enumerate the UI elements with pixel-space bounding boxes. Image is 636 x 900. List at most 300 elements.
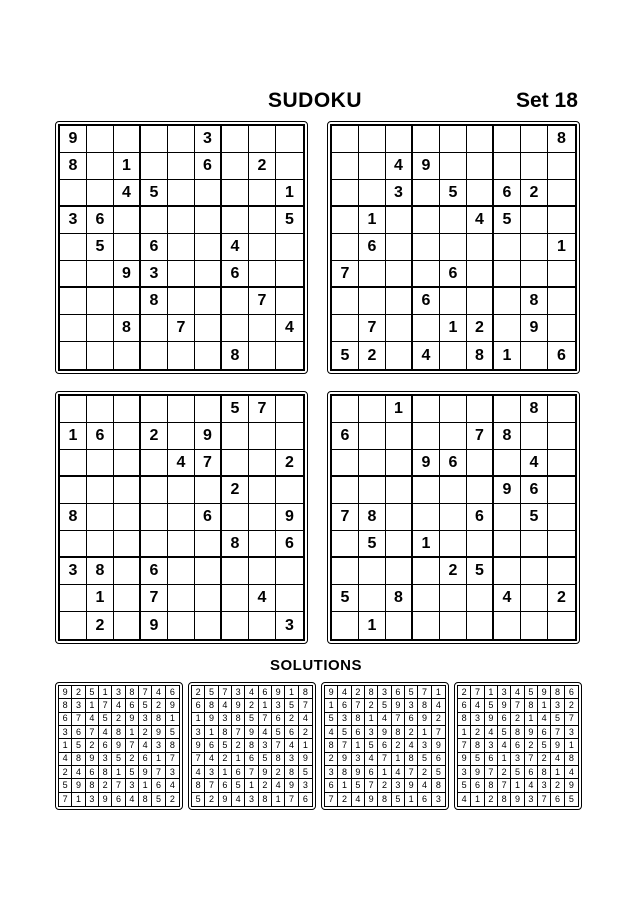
given-cell: 2: [87, 612, 114, 639]
given-cell: 3: [152, 739, 165, 752]
given-cell: 4: [458, 793, 471, 806]
given-cell: 4: [72, 766, 85, 779]
given-cell: 2: [485, 793, 498, 806]
given-cell: 2: [467, 315, 494, 342]
given-cell: 4: [485, 726, 498, 739]
empty-cell: [60, 261, 87, 288]
solution-frame-3: [321, 682, 449, 810]
empty-cell: [521, 558, 548, 585]
empty-cell: [249, 450, 276, 477]
empty-cell: [276, 585, 303, 612]
given-cell: 3: [551, 699, 564, 712]
given-cell: 4: [551, 753, 564, 766]
empty-cell: [548, 558, 575, 585]
empty-cell: [332, 450, 359, 477]
empty-cell: [222, 288, 249, 315]
given-cell: 9: [418, 713, 431, 726]
given-cell: 5: [72, 739, 85, 752]
given-cell: 3: [139, 713, 152, 726]
empty-cell: [359, 450, 386, 477]
empty-cell: [168, 126, 195, 153]
empty-cell: [332, 207, 359, 234]
empty-cell: [195, 234, 222, 261]
given-cell: 3: [352, 753, 365, 766]
empty-cell: [249, 531, 276, 558]
empty-cell: [168, 396, 195, 423]
empty-cell: [195, 585, 222, 612]
given-cell: 6: [141, 234, 168, 261]
given-cell: 2: [141, 423, 168, 450]
given-cell: 5: [112, 753, 125, 766]
given-cell: 1: [338, 779, 351, 792]
given-cell: 3: [299, 779, 312, 792]
given-cell: 8: [551, 686, 564, 699]
empty-cell: [521, 585, 548, 612]
empty-cell: [548, 423, 575, 450]
given-cell: 7: [99, 699, 112, 712]
empty-cell: [60, 180, 87, 207]
empty-cell: [494, 558, 521, 585]
given-cell: 9: [458, 753, 471, 766]
empty-cell: [548, 450, 575, 477]
given-cell: 9: [538, 686, 551, 699]
given-cell: 7: [538, 793, 551, 806]
given-cell: 4: [86, 713, 99, 726]
given-cell: 9: [99, 793, 112, 806]
given-cell: 2: [458, 686, 471, 699]
empty-cell: [276, 126, 303, 153]
empty-cell: [467, 180, 494, 207]
given-cell: 5: [352, 779, 365, 792]
given-cell: 6: [458, 699, 471, 712]
empty-cell: [249, 477, 276, 504]
given-cell: 1: [114, 153, 141, 180]
given-cell: 2: [551, 779, 564, 792]
given-cell: 2: [86, 739, 99, 752]
given-cell: 5: [458, 779, 471, 792]
given-cell: 3: [232, 686, 245, 699]
empty-cell: [440, 126, 467, 153]
empty-cell: [141, 531, 168, 558]
solution-frame-1: [55, 682, 183, 810]
given-cell: 4: [418, 779, 431, 792]
given-cell: 2: [285, 713, 298, 726]
given-cell: 4: [521, 450, 548, 477]
given-cell: 5: [232, 779, 245, 792]
empty-cell: [87, 396, 114, 423]
given-cell: 6: [192, 699, 205, 712]
given-cell: 2: [126, 753, 139, 766]
empty-cell: [114, 288, 141, 315]
empty-cell: [521, 531, 548, 558]
given-cell: 8: [232, 713, 245, 726]
empty-cell: [222, 315, 249, 342]
given-cell: 5: [219, 739, 232, 752]
given-cell: 2: [219, 753, 232, 766]
empty-cell: [386, 504, 413, 531]
given-cell: 7: [405, 766, 418, 779]
given-cell: 8: [365, 686, 378, 699]
empty-cell: [548, 315, 575, 342]
given-cell: 8: [205, 699, 218, 712]
given-cell: 7: [259, 713, 272, 726]
given-cell: 8: [378, 793, 391, 806]
given-cell: 9: [521, 315, 548, 342]
given-cell: 2: [432, 713, 445, 726]
empty-cell: [249, 315, 276, 342]
given-cell: 9: [392, 699, 405, 712]
given-cell: 8: [521, 396, 548, 423]
empty-cell: [386, 558, 413, 585]
given-cell: 1: [112, 766, 125, 779]
empty-cell: [60, 477, 87, 504]
empty-cell: [249, 180, 276, 207]
given-cell: 9: [195, 423, 222, 450]
empty-cell: [114, 396, 141, 423]
given-cell: 8: [418, 699, 431, 712]
given-cell: 4: [338, 686, 351, 699]
given-cell: 7: [205, 779, 218, 792]
empty-cell: [494, 396, 521, 423]
empty-cell: [222, 153, 249, 180]
given-cell: 7: [72, 713, 85, 726]
given-cell: 8: [565, 753, 578, 766]
given-cell: 2: [232, 739, 245, 752]
solution-2-grid: [191, 685, 313, 807]
given-cell: 8: [494, 423, 521, 450]
given-cell: 8: [87, 558, 114, 585]
empty-cell: [276, 423, 303, 450]
empty-cell: [332, 477, 359, 504]
given-cell: 4: [494, 585, 521, 612]
given-cell: 9: [485, 713, 498, 726]
given-cell: 3: [205, 766, 218, 779]
solution-1-grid: [58, 685, 180, 807]
given-cell: 1: [86, 699, 99, 712]
given-cell: 7: [338, 739, 351, 752]
given-cell: 5: [485, 699, 498, 712]
given-cell: 7: [378, 753, 391, 766]
given-cell: 6: [352, 726, 365, 739]
given-cell: 4: [565, 766, 578, 779]
given-cell: 4: [285, 739, 298, 752]
given-cell: 6: [551, 793, 564, 806]
given-cell: 8: [498, 793, 511, 806]
given-cell: 6: [405, 713, 418, 726]
given-cell: 2: [338, 793, 351, 806]
given-cell: 3: [458, 766, 471, 779]
given-cell: 6: [538, 726, 551, 739]
empty-cell: [141, 396, 168, 423]
given-cell: 5: [432, 766, 445, 779]
empty-cell: [359, 126, 386, 153]
given-cell: 6: [99, 739, 112, 752]
empty-cell: [332, 234, 359, 261]
empty-cell: [141, 315, 168, 342]
empty-cell: [494, 234, 521, 261]
empty-cell: [114, 477, 141, 504]
given-cell: 7: [332, 504, 359, 531]
empty-cell: [168, 207, 195, 234]
empty-cell: [87, 531, 114, 558]
given-cell: 6: [59, 713, 72, 726]
given-cell: 8: [60, 504, 87, 531]
given-cell: 2: [72, 686, 85, 699]
empty-cell: [548, 207, 575, 234]
given-cell: 6: [521, 477, 548, 504]
empty-cell: [548, 153, 575, 180]
given-cell: 6: [87, 423, 114, 450]
empty-cell: [222, 207, 249, 234]
given-cell: 1: [126, 726, 139, 739]
given-cell: 2: [548, 585, 575, 612]
given-cell: 3: [195, 126, 222, 153]
empty-cell: [249, 342, 276, 369]
given-cell: 4: [219, 699, 232, 712]
given-cell: 5: [494, 207, 521, 234]
empty-cell: [114, 504, 141, 531]
given-cell: 5: [276, 207, 303, 234]
given-cell: 9: [405, 779, 418, 792]
puzzle-frame-4: [327, 391, 580, 644]
empty-cell: [195, 261, 222, 288]
empty-cell: [249, 423, 276, 450]
given-cell: 4: [498, 739, 511, 752]
given-cell: 8: [359, 504, 386, 531]
given-cell: 4: [168, 450, 195, 477]
empty-cell: [222, 558, 249, 585]
given-cell: 2: [205, 793, 218, 806]
given-cell: 4: [126, 793, 139, 806]
given-cell: 8: [139, 793, 152, 806]
given-cell: 6: [195, 153, 222, 180]
given-cell: 6: [498, 713, 511, 726]
given-cell: 6: [222, 261, 249, 288]
given-cell: 5: [126, 766, 139, 779]
given-cell: 6: [285, 726, 298, 739]
empty-cell: [168, 504, 195, 531]
given-cell: 1: [511, 779, 524, 792]
given-cell: 1: [299, 739, 312, 752]
empty-cell: [521, 612, 548, 639]
empty-cell: [141, 153, 168, 180]
given-cell: 2: [259, 779, 272, 792]
given-cell: 8: [272, 753, 285, 766]
empty-cell: [494, 531, 521, 558]
empty-cell: [114, 450, 141, 477]
given-cell: 6: [141, 558, 168, 585]
empty-cell: [114, 531, 141, 558]
given-cell: 1: [392, 753, 405, 766]
empty-cell: [168, 423, 195, 450]
given-cell: 2: [525, 739, 538, 752]
empty-cell: [332, 531, 359, 558]
empty-cell: [87, 504, 114, 531]
given-cell: 7: [168, 315, 195, 342]
given-cell: 4: [152, 686, 165, 699]
given-cell: 6: [378, 739, 391, 752]
given-cell: 1: [538, 699, 551, 712]
given-cell: 4: [222, 234, 249, 261]
empty-cell: [413, 126, 440, 153]
empty-cell: [467, 450, 494, 477]
given-cell: 1: [285, 686, 298, 699]
empty-cell: [413, 207, 440, 234]
empty-cell: [548, 288, 575, 315]
given-cell: 1: [378, 766, 391, 779]
given-cell: 2: [511, 713, 524, 726]
given-cell: 8: [521, 288, 548, 315]
given-cell: 8: [285, 766, 298, 779]
empty-cell: [168, 585, 195, 612]
empty-cell: [60, 396, 87, 423]
given-cell: 4: [467, 207, 494, 234]
given-cell: 6: [485, 753, 498, 766]
given-cell: 9: [551, 739, 564, 752]
given-cell: 2: [365, 699, 378, 712]
solution-4-grid: [457, 685, 579, 807]
empty-cell: [141, 504, 168, 531]
given-cell: 3: [405, 699, 418, 712]
given-cell: 5: [338, 726, 351, 739]
given-cell: 1: [99, 686, 112, 699]
given-cell: 4: [538, 713, 551, 726]
given-cell: 9: [141, 612, 168, 639]
given-cell: 3: [272, 699, 285, 712]
given-cell: 7: [359, 315, 386, 342]
empty-cell: [494, 315, 521, 342]
given-cell: 2: [498, 766, 511, 779]
empty-cell: [195, 342, 222, 369]
empty-cell: [276, 558, 303, 585]
given-cell: 4: [139, 739, 152, 752]
given-cell: 8: [86, 779, 99, 792]
given-cell: 8: [405, 753, 418, 766]
given-cell: 1: [325, 699, 338, 712]
empty-cell: [359, 558, 386, 585]
empty-cell: [114, 207, 141, 234]
empty-cell: [249, 558, 276, 585]
given-cell: 2: [192, 686, 205, 699]
given-cell: 4: [471, 699, 484, 712]
given-cell: 4: [386, 153, 413, 180]
empty-cell: [413, 558, 440, 585]
given-cell: 7: [272, 739, 285, 752]
empty-cell: [467, 585, 494, 612]
given-cell: 3: [166, 766, 179, 779]
empty-cell: [521, 234, 548, 261]
empty-cell: [195, 315, 222, 342]
empty-cell: [332, 315, 359, 342]
given-cell: 4: [59, 753, 72, 766]
given-cell: 4: [511, 686, 524, 699]
empty-cell: [114, 234, 141, 261]
given-cell: 9: [525, 726, 538, 739]
given-cell: 1: [205, 726, 218, 739]
given-cell: 8: [141, 288, 168, 315]
given-cell: 4: [432, 699, 445, 712]
given-cell: 6: [494, 180, 521, 207]
empty-cell: [87, 126, 114, 153]
given-cell: 5: [152, 793, 165, 806]
given-cell: 7: [112, 779, 125, 792]
empty-cell: [60, 585, 87, 612]
given-cell: 4: [299, 713, 312, 726]
given-cell: 3: [219, 713, 232, 726]
given-cell: 1: [139, 779, 152, 792]
given-cell: 1: [87, 585, 114, 612]
given-cell: 6: [325, 779, 338, 792]
empty-cell: [386, 477, 413, 504]
given-cell: 5: [87, 234, 114, 261]
empty-cell: [332, 396, 359, 423]
puzzle-1-grid: [58, 124, 305, 371]
given-cell: 9: [59, 686, 72, 699]
given-cell: 1: [359, 612, 386, 639]
empty-cell: [249, 126, 276, 153]
given-cell: 6: [86, 766, 99, 779]
given-cell: 2: [139, 726, 152, 739]
empty-cell: [168, 153, 195, 180]
given-cell: 6: [511, 739, 524, 752]
given-cell: 9: [259, 766, 272, 779]
given-cell: 5: [99, 713, 112, 726]
given-cell: 3: [285, 616, 294, 634]
given-cell: 8: [548, 126, 575, 153]
given-cell: 6: [467, 504, 494, 531]
empty-cell: [359, 261, 386, 288]
empty-cell: [440, 288, 467, 315]
given-cell: 6: [126, 699, 139, 712]
given-cell: 1: [219, 766, 232, 779]
given-cell: 6: [365, 766, 378, 779]
given-cell: 1: [525, 713, 538, 726]
empty-cell: [332, 153, 359, 180]
given-cell: 4: [276, 315, 303, 342]
given-cell: 5: [139, 699, 152, 712]
empty-cell: [413, 504, 440, 531]
empty-cell: [195, 288, 222, 315]
empty-cell: [413, 612, 440, 639]
given-cell: 5: [418, 753, 431, 766]
given-cell: 4: [525, 779, 538, 792]
empty-cell: [548, 180, 575, 207]
given-cell: 3: [485, 739, 498, 752]
given-cell: 5: [285, 699, 298, 712]
given-cell: 3: [471, 713, 484, 726]
given-cell: 4: [413, 342, 440, 369]
given-cell: 2: [521, 180, 548, 207]
given-cell: 7: [59, 793, 72, 806]
given-cell: 4: [232, 793, 245, 806]
given-cell: 7: [551, 726, 564, 739]
given-cell: 1: [485, 686, 498, 699]
given-cell: 4: [166, 779, 179, 792]
empty-cell: [195, 396, 222, 423]
given-cell: 2: [538, 753, 551, 766]
given-cell: 3: [498, 686, 511, 699]
empty-cell: [359, 180, 386, 207]
given-cell: 8: [338, 766, 351, 779]
given-cell: 5: [245, 713, 258, 726]
given-cell: 5: [332, 585, 359, 612]
given-cell: 2: [299, 726, 312, 739]
empty-cell: [467, 396, 494, 423]
empty-cell: [494, 126, 521, 153]
given-cell: 3: [192, 726, 205, 739]
given-cell: 1: [352, 739, 365, 752]
given-cell: 8: [458, 713, 471, 726]
